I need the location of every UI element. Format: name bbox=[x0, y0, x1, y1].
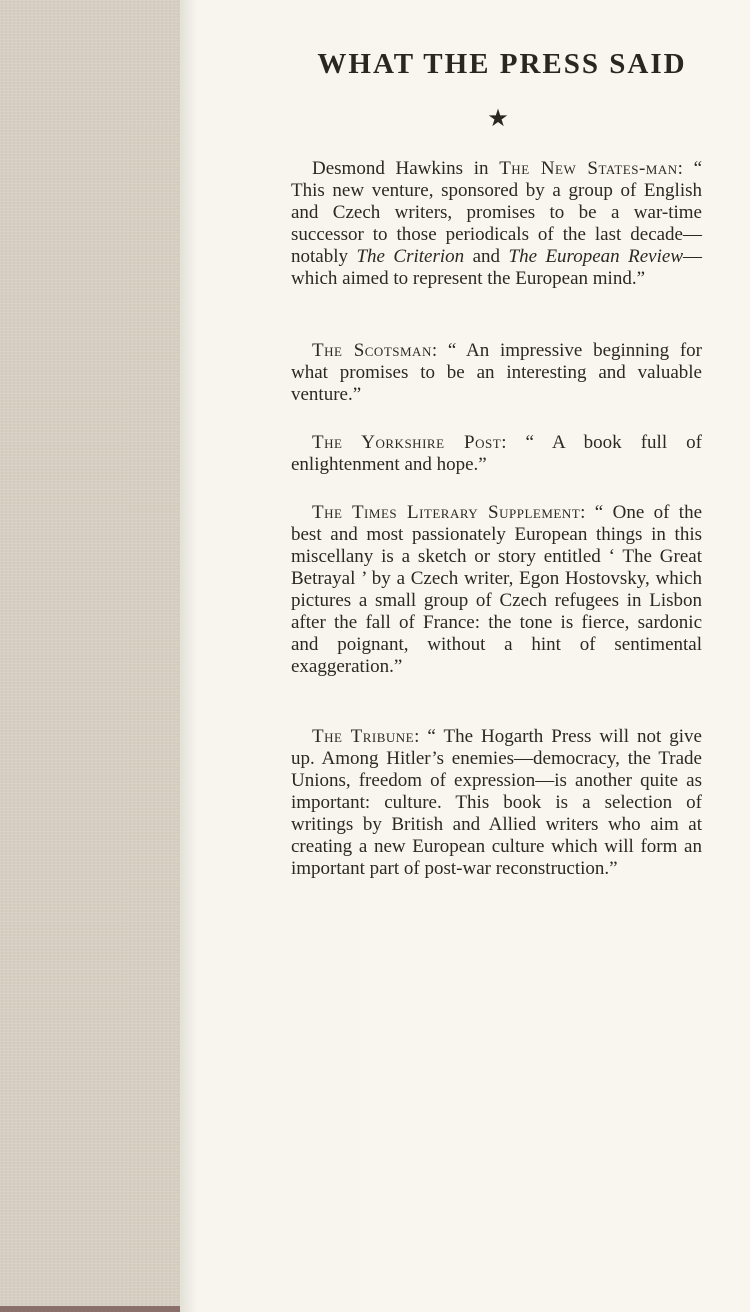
review-yorkshire-post bbox=[291, 432, 702, 476]
binding-edge bbox=[0, 1306, 196, 1312]
review-text: : “ The Hogarth Press will not give up. Among Hitler’s enemies—democracy, the Trade Unions, freedom of expression—is another quite as important: culture. This book is a selection of writings by British and Allied writers who aim at creating a new European culture which will form an important part of post-war reconstruction.” bbox=[291, 726, 702, 879]
review-text: : “ An impressive beginning for what promises to be an interesting and valuable venture.” bbox=[291, 340, 702, 405]
review-italic-title: The European Review bbox=[508, 246, 683, 267]
page-heading: WHAT THE PRESS SAID bbox=[317, 48, 687, 80]
review-italic-title: The Criterion bbox=[356, 246, 465, 267]
review-tribune bbox=[291, 726, 702, 880]
star-ornament: ★ bbox=[487, 106, 509, 132]
review-scotsman bbox=[291, 340, 702, 406]
page-gutter-shadow bbox=[180, 0, 196, 1312]
review-text: : “ This new venture, sponsored by a group of English and Czech writers, promises to be a war-time successor to those periodicals of the last decade—notably bbox=[291, 158, 703, 267]
review-source: The Tribune bbox=[312, 726, 415, 747]
review-new-statesman bbox=[291, 158, 702, 290]
review-text-mid: and bbox=[464, 246, 509, 267]
review-source: The Yorkshire Post bbox=[312, 432, 502, 453]
cloth-binding bbox=[0, 0, 196, 1312]
review-text-end: —which aimed to represent the European mind.” bbox=[291, 246, 702, 289]
review-text: : “ One of the best and most passionately European things in this miscellany is a sketch or story entitled ‘ The Great Betrayal ’ by a Czech writer, Egon Hostovsky, which pictures a small group of Czech refugees in Lisbon after the fall of France: the tone is fierce, sardonic and poignant, without a hint of sentimental exaggeration.” bbox=[291, 502, 702, 677]
review-source: The New States-man bbox=[499, 158, 678, 179]
review-times-literary-supplement bbox=[291, 502, 702, 678]
review-lead: Desmond Hawkins in bbox=[312, 158, 489, 179]
review-text: : “ A book full of enlightenment and hope.” bbox=[291, 432, 702, 475]
review-source: The Times Literary Supplement bbox=[312, 502, 581, 523]
review-source: The Scotsman bbox=[312, 340, 432, 361]
